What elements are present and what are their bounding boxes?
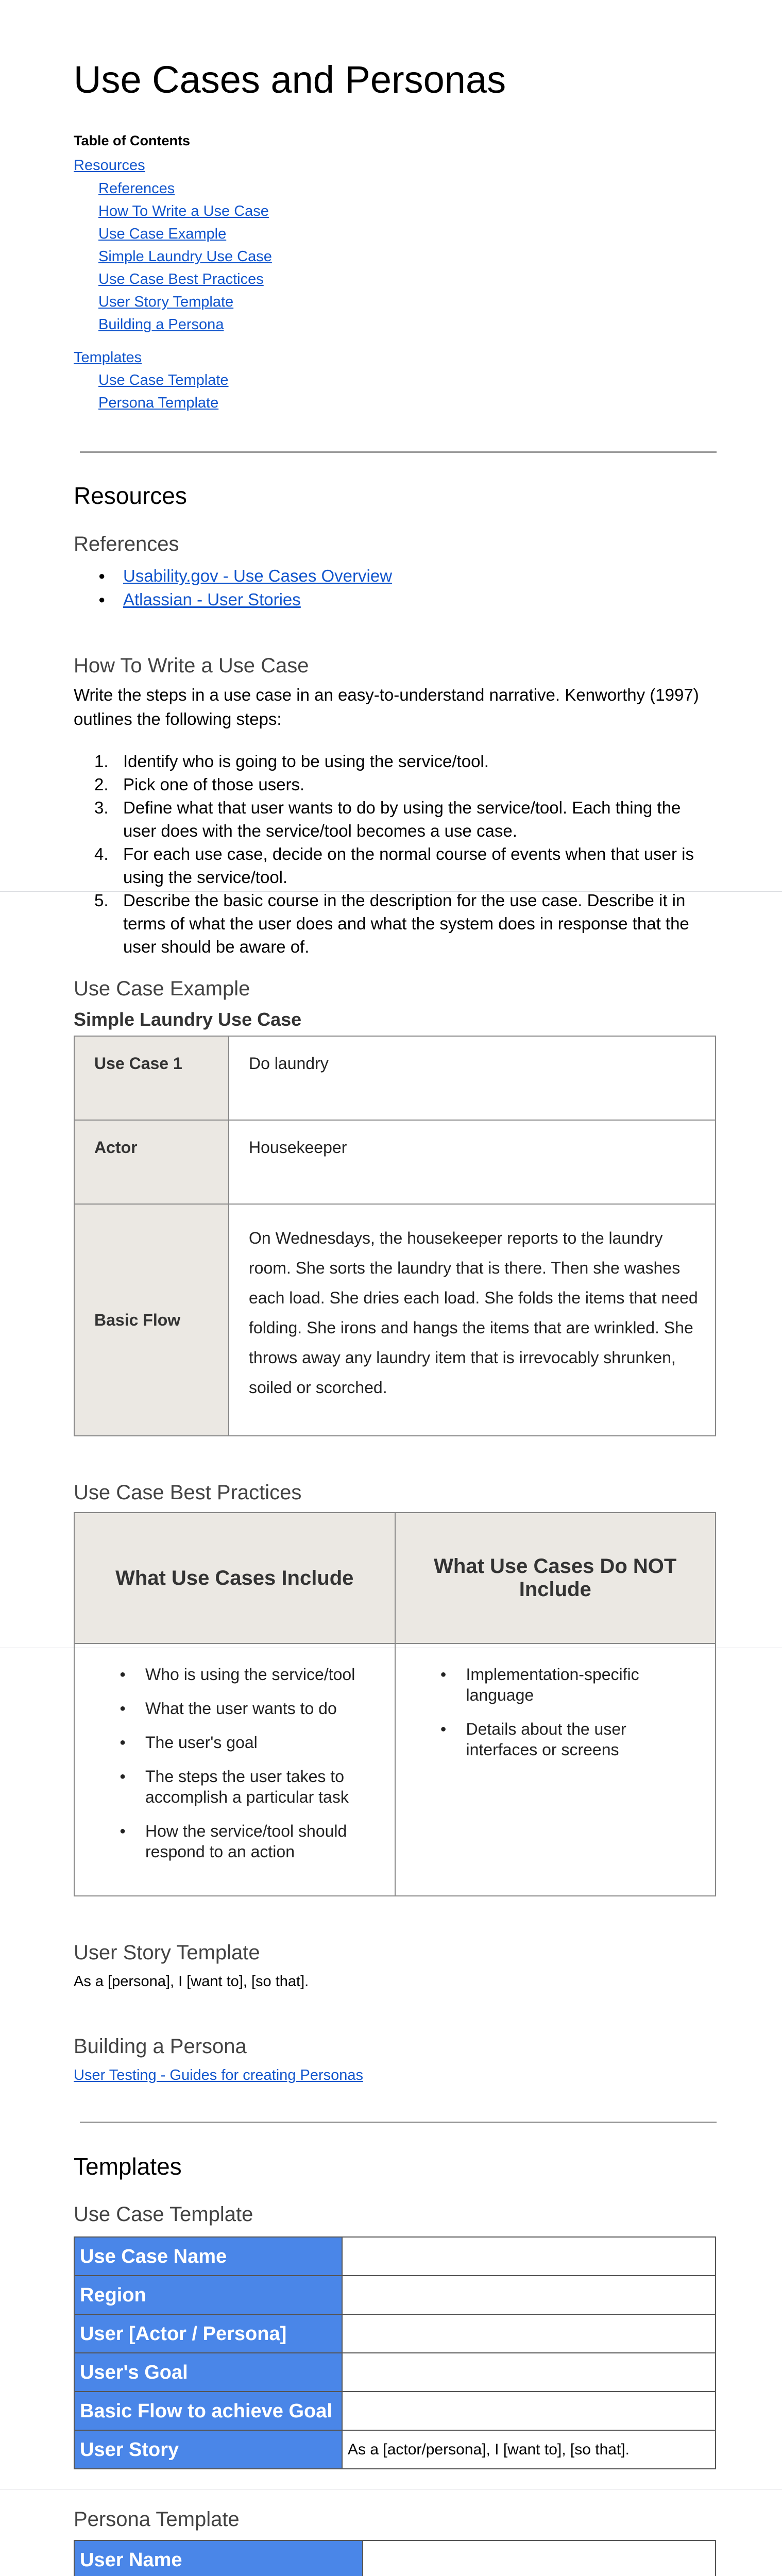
reference-link-atlassian[interactable]: Atlassian - User Stories	[123, 590, 301, 609]
template-field-value[interactable]: As a [actor/persona], I [want to], [so that].	[342, 2430, 716, 2469]
persona-guide-link[interactable]: User Testing - Guides for creating Personas	[74, 2067, 364, 2083]
template-field-label: User Name	[74, 2540, 363, 2576]
list-item: ● The steps the user takes to accomplish a particular task	[75, 1766, 379, 1807]
use-case-template-heading: Use Case Template	[74, 2203, 253, 2226]
list-item: ● Who is using the service/tool	[75, 1664, 379, 1685]
laundry-heading: Simple Laundry Use Case	[74, 1009, 302, 1030]
best-practices-heading: Use Case Best Practices	[74, 1481, 302, 1504]
include-heading: What Use Cases Include	[74, 1513, 395, 1643]
laundry-table	[74, 1036, 716, 1436]
use-case-template-table	[74, 2236, 716, 2469]
references-heading: References	[74, 533, 179, 555]
table-cell-label: Basic Flow	[74, 1204, 229, 1436]
table-cell-label: Actor	[74, 1120, 229, 1204]
list-item: ● Implementation-specific language	[396, 1664, 700, 1705]
table-cell-value: Housekeeper	[229, 1120, 716, 1204]
how-to-heading: How To Write a Use Case	[74, 654, 309, 677]
template-field-label: User Story	[74, 2430, 342, 2469]
template-field-value[interactable]	[342, 2392, 716, 2430]
toc-link-laundry[interactable]: Simple Laundry Use Case	[98, 248, 272, 265]
template-field-value[interactable]	[342, 2237, 716, 2276]
list-item: ● The user's goal	[75, 1732, 379, 1753]
templates-heading: Templates	[74, 2153, 182, 2180]
exclude-cell	[395, 1643, 716, 1896]
table-cell-value: Do laundry	[229, 1036, 716, 1120]
page-title: Use Cases and Personas	[74, 58, 506, 101]
references-list	[74, 564, 392, 612]
persona-heading: Building a Persona	[74, 2035, 247, 2058]
list-item: 5. Describe the basic course in the description for the use case. Describe it in terms of what the user does and what the system does in response that the user should be aware of.	[94, 891, 689, 956]
persona-template-heading: Persona Template	[74, 2508, 240, 2531]
toc-link-persona[interactable]: Building a Persona	[98, 316, 224, 333]
template-field-label: User's Goal	[74, 2353, 342, 2392]
exclude-heading: What Use Cases Do NOT Include	[395, 1513, 716, 1643]
list-item: 4. For each use case, decide on the normal course of events when that user is using the service/tool.	[94, 844, 694, 887]
toc-link-use-case-template[interactable]: Use Case Template	[98, 372, 229, 388]
list-item: ● Details about the user interfaces or screens	[396, 1719, 700, 1760]
template-field-value[interactable]	[342, 2276, 716, 2314]
persona-template-table	[74, 2540, 716, 2576]
toc-link-resources[interactable]: Resources	[74, 157, 145, 174]
toc-link-how-to[interactable]: How To Write a Use Case	[98, 203, 269, 219]
template-field-value[interactable]	[342, 2353, 716, 2392]
toc-heading: Table of Contents	[74, 133, 190, 148]
toc-link-best-practices[interactable]: Use Case Best Practices	[98, 271, 264, 287]
list-item: ● How the service/tool should respond to an action	[75, 1821, 379, 1862]
list-item	[74, 564, 392, 588]
horizontal-rule	[80, 451, 717, 453]
toc-link-persona-template[interactable]: Persona Template	[98, 395, 219, 411]
include-cell	[74, 1643, 395, 1896]
table-cell-value: On Wednesdays, the housekeeper reports to the laundry room. She sorts the laundry that is there. Then she washes each load. She dries each load. She folds the items that need folding. She irons and hangs the items that are wrinkled. She throws away any laundry item that is irrevocably shrunken, soiled or scorched.	[229, 1204, 716, 1436]
toc-link-use-case-example[interactable]: Use Case Example	[98, 226, 227, 242]
best-practices-table	[74, 1512, 716, 1896]
how-to-intro: Write the steps in a use case in an easy-to-understand narrative. Kenworthy (1997) outlines the following steps:	[74, 685, 699, 728]
template-field-label: Region	[74, 2276, 342, 2314]
list-item	[74, 588, 392, 612]
list-item: 3. Define what that user wants to do by using the service/tool. Each thing the user does with the service/tool becomes a use case.	[94, 798, 681, 840]
list-item: ● What the user wants to do	[75, 1698, 379, 1719]
toc-link-user-story[interactable]: User Story Template	[98, 294, 234, 310]
reference-link-usability[interactable]: Usability.gov - Use Cases Overview	[123, 566, 393, 585]
table-cell-label: Use Case 1	[74, 1036, 229, 1120]
how-to-steps	[74, 750, 716, 958]
toc-link-references[interactable]: References	[98, 180, 175, 197]
template-field-value[interactable]	[363, 2540, 716, 2576]
resources-heading: Resources	[74, 482, 187, 509]
list-item: 1. Identify who is going to be using the service/tool.	[94, 752, 489, 771]
example-heading: Use Case Example	[74, 977, 250, 1000]
template-field-value[interactable]	[342, 2314, 716, 2353]
user-story-heading: User Story Template	[74, 1941, 260, 1964]
template-field-label: Basic Flow to achieve Goal	[74, 2392, 342, 2430]
horizontal-rule	[80, 2122, 717, 2123]
template-field-label: Use Case Name	[74, 2237, 342, 2276]
template-field-label: User [Actor / Persona]	[74, 2314, 342, 2353]
list-item: 2. Pick one of those users.	[94, 775, 305, 794]
user-story-text: As a [persona], I [want to], [so that].	[74, 1973, 309, 1990]
toc-link-templates[interactable]: Templates	[74, 349, 142, 366]
